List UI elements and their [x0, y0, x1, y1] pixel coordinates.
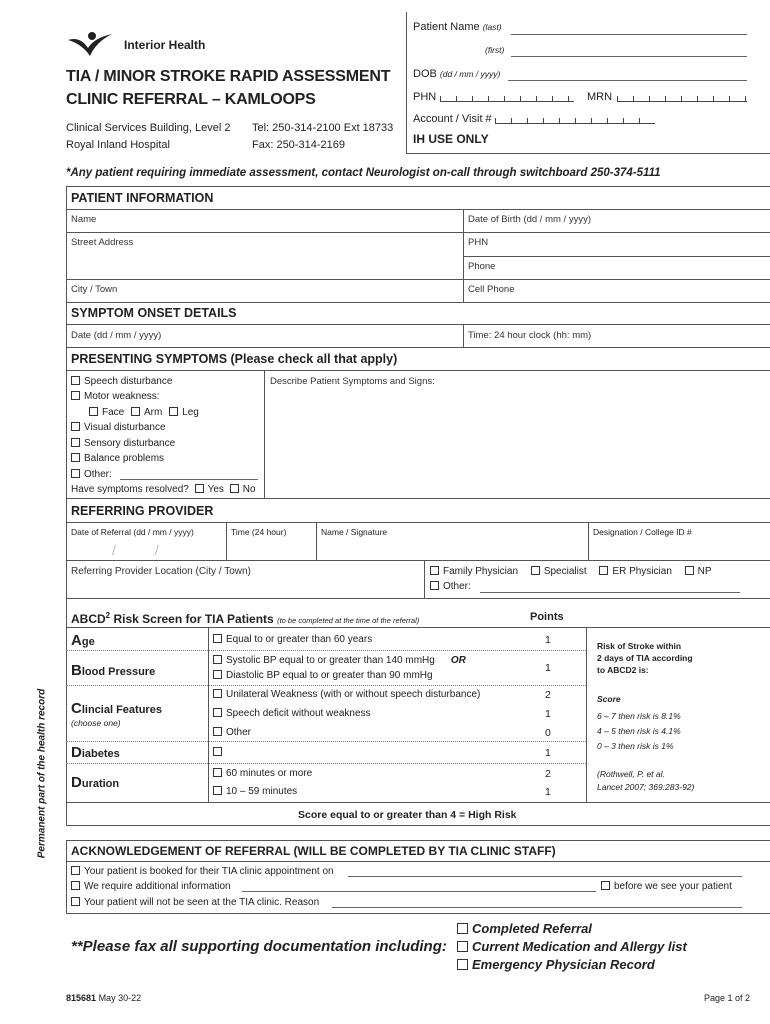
arm-checkbox[interactable]: Arm [131, 407, 162, 418]
patient-info-heading: PATIENT INFORMATION [71, 191, 214, 205]
phone-field[interactable]: Phone [468, 261, 496, 272]
face-checkbox[interactable]: Face [89, 407, 124, 418]
patient-first-name-field[interactable] [511, 56, 747, 57]
systolic-checkbox[interactable]: Systolic BP equal to or greater than 140 mmHg OR [213, 655, 466, 666]
score-label: Score [597, 694, 621, 704]
provider-other-checkbox[interactable]: Other: [430, 581, 471, 592]
designation-field[interactable]: Designation / College ID # [593, 527, 692, 537]
provider-other-field[interactable] [480, 592, 740, 593]
referral-time-field[interactable]: Time (24 hour) [231, 527, 287, 537]
diabetes-points: 1 [545, 747, 551, 759]
score-ranges: 6 – 7 then risk is 8.1% 4 – 5 then risk is 4.1% 0 – 3 then risk is 1% [597, 711, 681, 751]
duration-label: Duration [71, 774, 120, 791]
referral-date-field[interactable]: Date of Referral (dd / mm / yyyy) [71, 527, 194, 537]
points-header: Points [530, 611, 564, 623]
speech-deficit-checkbox[interactable]: Speech deficit without weakness [213, 708, 371, 719]
mrn-label: MRN [587, 91, 613, 103]
mrn-field[interactable] [617, 94, 747, 102]
resolved-question: Have symptoms resolved? Yes No [71, 484, 256, 495]
speech-checkbox[interactable]: Speech disturbance [71, 376, 172, 387]
ih-use-only: IH USE ONLY [413, 132, 489, 146]
duration-points-2: 1 [545, 786, 551, 798]
address-line1: Clinical Services Building, Level 2 [66, 122, 231, 134]
address-line2: Royal Inland Hospital [66, 139, 170, 151]
fax-instruction: **Please fax all supporting documentation including: [71, 938, 447, 955]
logo-text: Interior Health [124, 38, 206, 52]
side-note: Permanent part of the health record [36, 688, 48, 859]
high-risk-note: Score equal to or greater than 4 = High Risk [298, 809, 517, 821]
age-checkbox[interactable]: Equal to or greater than 60 years [213, 634, 372, 645]
duration-60-checkbox[interactable]: 60 minutes or more [213, 768, 312, 779]
clinical-label: Clincial Features [71, 700, 162, 717]
rothwell-reference: (Rothwell, P. et al. Lancet 2007; 369:283-92) [597, 769, 695, 792]
risk-title: Risk of Stroke within 2 days of TIA according to ABCD2 is: [597, 641, 693, 675]
resolved-no-checkbox[interactable]: No [227, 484, 256, 495]
medication-list-checkbox[interactable]: Current Medication and Allergy list [457, 939, 687, 954]
label-box-left [406, 12, 407, 154]
duration-10-checkbox[interactable]: 10 – 59 minutes [213, 786, 297, 797]
family-physician-checkbox[interactable]: Family Physician [430, 566, 518, 577]
form-title-line2: CLINIC REFERRAL – KAMLOOPS [66, 91, 316, 108]
street-address-field[interactable]: Street Address [71, 237, 134, 248]
presenting-heading: PRESENTING SYMPTOMS (Please check all that apply) [71, 352, 398, 366]
clinical-other-checkbox[interactable]: Other [213, 727, 251, 738]
ack-heading: ACKNOWLEDGEMENT OF REFERRAL (WILL BE COMPLETED BY TIA CLINIC STAFF) [71, 844, 556, 858]
account-label: Account / Visit # [413, 113, 492, 125]
duration-points-1: 2 [545, 768, 551, 780]
dob-field[interactable] [508, 80, 747, 81]
form-number: 815681 May 30-22 [66, 993, 142, 1003]
form-title-line1: TIA / MINOR STROKE RAPID ASSESSMENT [66, 68, 391, 85]
symptom-onset-heading: SYMPTOM ONSET DETAILS [71, 306, 237, 320]
ack-not-seen-checkbox[interactable]: Your patient will not be seen at the TIA clinic. Reason [71, 897, 319, 908]
dob-info-field[interactable]: Date of Birth (dd / mm / yyyy) [468, 214, 591, 225]
patient-last-name-field[interactable] [511, 34, 747, 35]
balance-checkbox[interactable]: Balance problems [71, 453, 164, 464]
ack-booked-field[interactable] [348, 876, 742, 877]
ack-reason-field[interactable] [332, 907, 742, 908]
diastolic-checkbox[interactable]: Diastolic BP equal to or greater than 90 mmHg [213, 670, 433, 681]
age-label: Age [71, 632, 95, 649]
clinical-points-1: 2 [545, 689, 551, 701]
completed-referral-checkbox[interactable]: Completed Referral [457, 921, 592, 936]
motor-subitems [89, 407, 199, 418]
onset-time-field[interactable]: Time: 24 hour clock (hh: mm) [468, 330, 592, 341]
ack-info-field[interactable] [242, 891, 596, 892]
sensory-checkbox[interactable]: Sensory disturbance [71, 438, 175, 449]
choose-one-note: (choose one) [71, 718, 121, 728]
tel-number: Tel: 250-314-2100 Ext 18733 [252, 122, 394, 134]
first-name-label: (first) [485, 45, 505, 55]
describe-symptoms-field[interactable]: Describe Patient Symptoms and Signs: [270, 376, 435, 387]
resolved-yes-checkbox[interactable]: Yes [192, 484, 224, 495]
physician-record-checkbox[interactable]: Emergency Physician Record [457, 957, 655, 972]
patient-name-label: Patient Name (last) [413, 21, 502, 33]
other-symptom-field[interactable] [120, 479, 258, 480]
fax-number: Fax: 250-314-2169 [252, 139, 345, 151]
urgent-note: *Any patient requiring immediate assessment, contact Neurologist on-call through switchboard 250-374-5111 [66, 167, 661, 179]
ih-logo-icon [66, 30, 118, 60]
diabetes-checkbox[interactable] [213, 747, 226, 758]
motor-checkbox[interactable]: Motor weakness: [71, 391, 160, 402]
leg-checkbox[interactable]: Leg [169, 407, 199, 418]
unilateral-checkbox[interactable]: Unilateral Weakness (with or without speech disturbance) [213, 689, 480, 700]
ack-info-checkbox[interactable]: We require additional information [71, 881, 231, 892]
name-field[interactable]: Name [71, 214, 97, 225]
np-checkbox[interactable]: NP [685, 566, 712, 577]
other-symptom-checkbox[interactable]: Other: [71, 469, 112, 480]
dob-label: DOB (dd / mm / yyyy) [413, 68, 501, 80]
city-field[interactable]: City / Town [71, 284, 118, 295]
specialist-checkbox[interactable]: Specialist [531, 566, 587, 577]
referral-date-slashes: / / [112, 542, 159, 558]
referring-location-field[interactable]: Referring Provider Location (City / Town) [71, 566, 251, 577]
age-points: 1 [545, 634, 551, 646]
phn-field[interactable] [440, 94, 574, 102]
bp-label: Blood Pressure [71, 662, 156, 679]
clinical-points-3: 0 [545, 727, 551, 739]
page-number: Page 1 of 2 [704, 993, 751, 1003]
account-field[interactable] [495, 116, 655, 124]
diabetes-label: Diabetes [71, 744, 120, 761]
referring-heading: REFERRING PROVIDER [71, 504, 214, 518]
phn-info-field[interactable]: PHN [468, 237, 489, 248]
name-signature-field[interactable]: Name / Signature [321, 527, 388, 537]
clinical-points-2: 1 [545, 708, 551, 720]
phn-label: PHN [413, 91, 437, 103]
provider-type-options [430, 566, 712, 577]
label-box-bottom [406, 153, 770, 154]
visual-checkbox[interactable]: Visual disturbance [71, 422, 166, 433]
cell-phone-field[interactable]: Cell Phone [468, 284, 515, 295]
ack-before-checkbox[interactable]: before we see your patient [601, 881, 732, 892]
ih-logo [66, 30, 226, 60]
bp-points: 1 [545, 662, 551, 674]
ack-booked-checkbox[interactable]: Your patient is booked for their TIA clinic appointment on [71, 866, 334, 877]
onset-date-field[interactable]: Date (dd / mm / yyyy) [71, 330, 162, 341]
abcd-heading: ABCD$^2$ Risk Screen for TIA Patients (to be completed at the time of the referral) [71, 611, 420, 626]
er-physician-checkbox[interactable]: ER Physician [599, 566, 671, 577]
